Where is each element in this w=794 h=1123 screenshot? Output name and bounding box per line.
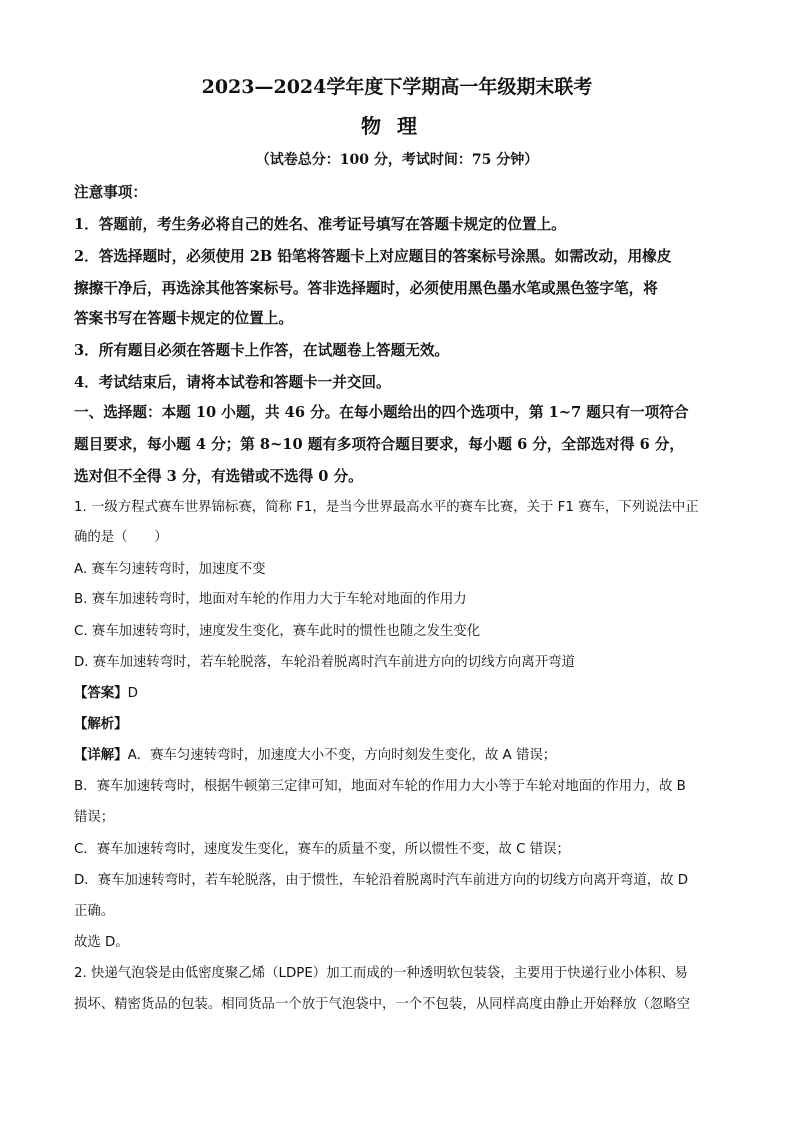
q1-option-a: A. 赛车匀速转弯时，加速度不变: [74, 562, 266, 577]
q1-stem-line-1: 1. 一级方程式赛车世界锦标赛，简称 F1，是当今世界最高水平的赛车比赛，关于 F1 赛车，下列说法中正: [74, 500, 699, 515]
q1-detail-d-line-1: D．赛车加速转弯时，若车轮脱落，由于惯性，车轮沿着脱离时汽车前进方向的切线方向离开弯道，故 D: [74, 873, 689, 888]
q1-detail-b-line-1: B．赛车加速转弯时，根据牛顿第三定律可知，地面对车轮的作用力大小等于车轮对地面的作用力，故 B: [74, 779, 686, 794]
q1-analysis: [74, 713, 724, 732]
q1-detail-a: [74, 744, 724, 763]
q1-detail-c: C．赛车加速转弯时，速度发生变化，赛车的质量不变，所以惯性不变，故 C 错误；: [74, 842, 570, 857]
q1-option-d: D. 赛车加速转弯时，若车轮脱落，车轮沿着脱离时汽车前进方向的切线方向离开弯道: [74, 655, 575, 670]
detail-a-text: A．赛车匀速转弯时，加速度大小不变，方向时刻发生变化，故 A 错误；: [127, 748, 557, 763]
section-instructions-line-1: 一、选择题：本题 10 小题，共 46 分。在每小题给出的四个选项中，第 1~7 题只有一项符合: [74, 404, 689, 421]
section-instructions-line-2: 题目要求，每小题 4 分；第 8~10 题有多项符合题目要求，每小题 6 分，全部选对得 6 分，: [74, 436, 684, 453]
q1-detail-d-line-2: 正确。: [74, 904, 115, 919]
q1-option-b: B. 赛车加速转弯时，地面对车轮的作用力大于车轮对地面的作用力: [74, 592, 467, 607]
q1-conclusion: 故选 D。: [74, 935, 129, 950]
notice-item-4: 4．考试结束后，请将本试卷和答题卡一并交回。: [74, 374, 391, 391]
answer-tag: 【答案】: [74, 685, 128, 701]
q1-option-c: C. 赛车加速转弯时，速度发生变化，赛车此时的惯性也随之发生变化: [74, 624, 481, 639]
notice-item-1: 1．答题前，考生务必将自己的姓名、准考证号填写在答题卡规定的位置上。: [74, 216, 566, 233]
q1-detail-b-line-2: 错误；: [74, 810, 115, 825]
notice-item-2-line-1: 2．答选择题时，必须使用 2B 铅笔将答题卡上对应题目的答案标号涂黑。如需改动，用橡皮: [74, 248, 672, 265]
answer-value: D: [127, 686, 138, 701]
exam-title: 2023—2024学年度下学期高一年级期末联考: [201, 76, 593, 98]
analysis-tag: 【解析】: [74, 716, 128, 732]
detail-tag: 【详解】: [74, 747, 128, 763]
exam-info: （试卷总分：100 分，考试时间：75 分钟）: [255, 152, 539, 168]
q2-stem-line-2: 损坏、精密货品的包装。相同货品一个放于气泡袋中，一个不包装，从同样高度由静止开始释放（忽略空: [74, 997, 690, 1012]
q1-stem-line-2: 确的是（ ）: [74, 530, 168, 545]
section-instructions-line-3: 选对但不全得 3 分，有选错或不选得 0 分。: [74, 468, 363, 485]
notice-item-2-line-3: 答案书写在答题卡规定的位置上。: [74, 310, 293, 327]
notice-item-3: 3．所有题目必须在答题卡上作答，在试题卷上答题无效。: [74, 342, 450, 359]
subject-title: 物理: [361, 114, 433, 138]
q2-stem-line-1: 2. 快递气泡袋是由低密度聚乙烯（LDPE）加工而成的一种透明软包装袋，主要用于快递行业小体积、易: [74, 966, 688, 981]
notice-heading: 注意事项：: [74, 184, 147, 201]
notice-item-2-line-2: 擦擦干净后，再选涂其他答案标号。答非选择题时，必须使用黑色墨水笔或黑色签字笔，将: [74, 280, 658, 297]
q1-answer: [74, 682, 724, 701]
